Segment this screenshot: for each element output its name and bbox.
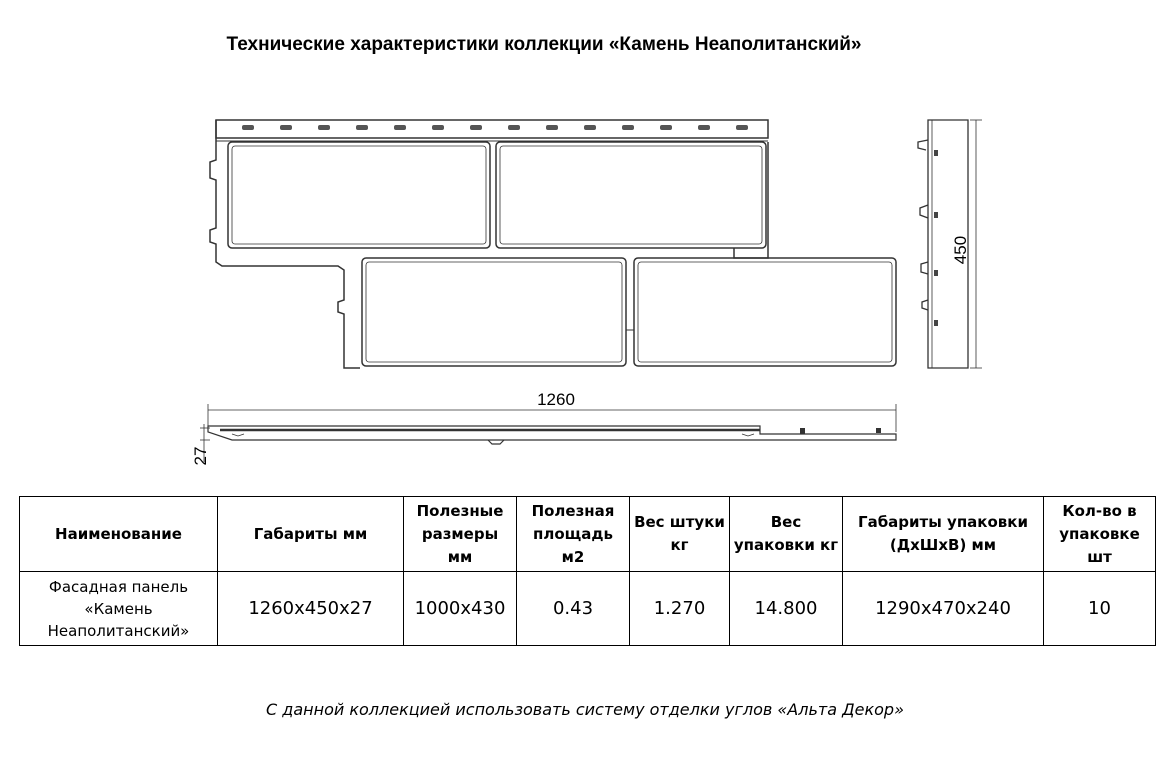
cell-pack-dimensions: 1290х470х240 [843,572,1044,646]
page-title: Технические характеристики коллекции «Камень Неаполитанский» [226,34,862,55]
dimension-height-label: 450 [951,235,970,265]
panel-bottom-view [200,404,896,462]
table-header-row [20,497,1156,572]
dimension-length-label: 1260 [537,390,575,409]
table-row [20,572,1156,646]
cell-dimensions: 1260х450х27 [218,572,404,646]
panel-front-view [210,120,896,368]
dimension-thickness-label: 27 [191,446,210,466]
header-unit-weight: Вес штуки кг [630,497,730,572]
header-useful-size: Полезные размеры мм [404,497,517,572]
cell-unit-weight: 1.270 [630,572,730,646]
header-pack-weight: Вес упаковки кг [730,497,843,572]
cell-pack-quantity: 10 [1044,572,1156,646]
header-dimensions: Габариты мм [218,497,404,572]
cell-pack-weight: 14.800 [730,572,843,646]
cell-name: Фасадная панель «Камень Неаполитанский» [20,572,218,646]
cell-useful-area: 0.43 [517,572,630,646]
header-useful-area: Полезная площадь м2 [517,497,630,572]
usage-note: С данной коллекцией использовать систему отделки углов «Альта Декор» [266,700,904,719]
header-pack-dimensions: Габариты упаковки (ДхШхВ) мм [843,497,1044,572]
specifications-table [19,496,1156,646]
header-name: Наименование [20,497,218,572]
cell-useful-size: 1000х430 [404,572,517,646]
panel-side-view [918,120,982,368]
header-pack-quantity: Кол-во в упаковке шт [1044,497,1156,572]
mounting-slots [242,125,748,130]
